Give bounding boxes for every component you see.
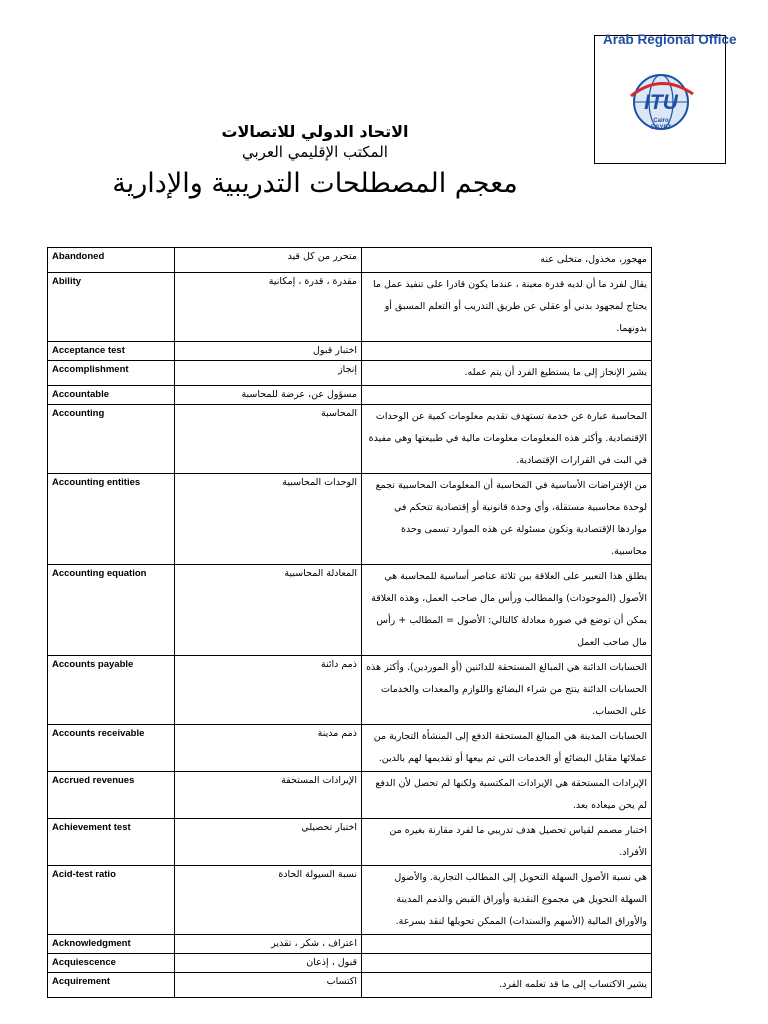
table-row: [48, 361, 652, 386]
logo-city: Cairo: [653, 118, 669, 124]
term-cell: Accountable: [48, 386, 175, 405]
definition-cell: [362, 935, 652, 954]
term-cell: Accounting entities: [48, 474, 175, 565]
glossary-body: [48, 248, 652, 998]
arabic-term-cell: قبول ، إذعان: [175, 954, 362, 973]
definition-cell: [362, 342, 652, 361]
table-row: [48, 935, 652, 954]
table-row: [48, 819, 652, 866]
definition-cell: الحسابات الدائنة هي المبالغ المستحقة للدائنين (أو الموردين). وأكثر هذه الحسابات الدائنة ينتج من شراء البضائع واللوازم والمعدات والخدمات على الحساب.: [362, 656, 652, 725]
term-cell: Accounts payable: [48, 656, 175, 725]
table-row: [48, 248, 652, 273]
arabic-term-cell: اختبار قبول: [175, 342, 362, 361]
definition-cell: يشير الاكتساب إلى ما قد تعلمه الفرد.: [362, 973, 652, 998]
definition-cell: هي نسبة الأصول السهلة التحويل إلى المطالب التجارية. والأصول السهلة التحويل هي مجموع النقدية وأوراق القبض والذمم المدينة والأوراق المالية (الأسهم والسندات) الممكن تحويلها لنقد بسرعة.: [362, 866, 652, 935]
table-row: [48, 565, 652, 656]
table-row: [48, 725, 652, 772]
glossary-table: [47, 247, 652, 998]
logo-ring-text: Arab Regional Office: [603, 32, 737, 47]
definition-cell: الإيرادات المستحقة هي الإيرادات المكتسبة ولكنها لم تحصل لأن الدفع لم يحن ميعاده بعد.: [362, 772, 652, 819]
table-row: [48, 954, 652, 973]
arabic-term-cell: اعتراف ، شكر ، تقدير: [175, 935, 362, 954]
term-cell: Acquirement: [48, 973, 175, 998]
definition-cell: يشير الإنجاز إلى ما يستطيع الفرد أن يتم عمله.: [362, 361, 652, 386]
table-row: [48, 474, 652, 565]
term-cell: Accounts receivable: [48, 725, 175, 772]
definition-cell: [362, 954, 652, 973]
term-cell: Accomplishment: [48, 361, 175, 386]
definition-cell: مهجور، مخذول، متخلى عنه: [362, 248, 652, 273]
page-title: معجم المصطلحات التدريبية والإدارية: [112, 168, 518, 199]
definition-cell: الحسابات المدينة هي المبالغ المستحقة الدفع إلى المنشأة التجارية من عملائها مقابل البضائع أو الخدمات التي تم بيعها أو تقديمها لهم بالدين.: [362, 725, 652, 772]
arabic-term-cell: المحاسبة: [175, 405, 362, 474]
definition-cell: اختبار مصمم لقياس تحصيل هدف تدريبي ما لفرد مقارنة بغيره من الأفراد.: [362, 819, 652, 866]
term-cell: Ability: [48, 273, 175, 342]
term-cell: Acceptance test: [48, 342, 175, 361]
arabic-term-cell: نسبة السيولة الحادة: [175, 866, 362, 935]
definition-cell: من الإفتراضات الأساسية في المحاسبة أن المعلومات المحاسبية تجمع لوحدة محاسبية مستقلة، وأي وحدة قانونية أو إقتصادية تتحكم في مواردها الإقتصادية وتكون مسئولة عن هذه الموارد تسمى وحدة محاسبية.: [362, 474, 652, 565]
arabic-term-cell: ذمم دائنة: [175, 656, 362, 725]
term-cell: Accrued revenues: [48, 772, 175, 819]
logo-center-text: ITU: [644, 91, 678, 114]
table-row: [48, 342, 652, 361]
term-cell: Acquiescence: [48, 954, 175, 973]
arabic-term-cell: مسؤول عن، عرضة للمحاسبة: [175, 386, 362, 405]
arabic-term-cell: الإيرادات المستحقة: [175, 772, 362, 819]
table-row: [48, 386, 652, 405]
arabic-term-cell: متحرر من كل قيد: [175, 248, 362, 273]
arabic-term-cell: الوحدات المحاسبية: [175, 474, 362, 565]
table-row: [48, 656, 652, 725]
term-cell: Achievement test: [48, 819, 175, 866]
arabic-term-cell: مقدرة ، قدرة ، إمكانية: [175, 273, 362, 342]
organization-name: الاتحاد الدولي للاتصالات: [221, 122, 409, 141]
office-name: المكتب الإقليمي العربي: [242, 143, 388, 161]
definition-cell: يقال لفرد ما أن لديه قدرة معينة ، عندما يكون قادرا على تنفيذ عمل ما يحتاج لمجهود بدني أو عقلي عن طريق التدريب أو التعلم المسبق أو بدونهما.: [362, 273, 652, 342]
term-cell: Accounting equation: [48, 565, 175, 656]
logo-country: EGYPT: [650, 125, 672, 131]
arabic-term-cell: إنجاز: [175, 361, 362, 386]
term-cell: Abandoned: [48, 248, 175, 273]
arabic-term-cell: ذمم مدينة: [175, 725, 362, 772]
definition-cell: يطلق هذا التعبير على العلاقة بين ثلاثة عناصر أساسية للمحاسبة هي الأصول (الموجودات) والمطالب ورأس مال صاحب العمل، وهذه العلاقة يمكن أن توضع في صورة معادلة كالتالي: الأصول = المطالب + رأس مال صاحب العمل: [362, 565, 652, 656]
header: [100, 122, 530, 202]
definition-cell: المحاسبة عبارة عن خدمة تستهدف تقديم معلومات كمية عن الوحدات الإقتصادية. وأكثر هذه المعلومات معلومات مالية في طبيعتها وهي مفيدة في البت في القرارات الإقتصادية.: [362, 405, 652, 474]
itu-logo: [603, 32, 737, 156]
logo-box: [594, 32, 737, 164]
term-cell: Acknowledgment: [48, 935, 175, 954]
term-cell: Accounting: [48, 405, 175, 474]
table-row: [48, 973, 652, 998]
table-row: [48, 866, 652, 935]
arabic-term-cell: اكتساب: [175, 973, 362, 998]
definition-cell: [362, 386, 652, 405]
table-row: [48, 405, 652, 474]
term-cell: Acid-test ratio: [48, 866, 175, 935]
table-row: [48, 273, 652, 342]
table-row: [48, 772, 652, 819]
arabic-term-cell: اختبار تحصيلي: [175, 819, 362, 866]
arabic-term-cell: المعادلة المحاسبية: [175, 565, 362, 656]
